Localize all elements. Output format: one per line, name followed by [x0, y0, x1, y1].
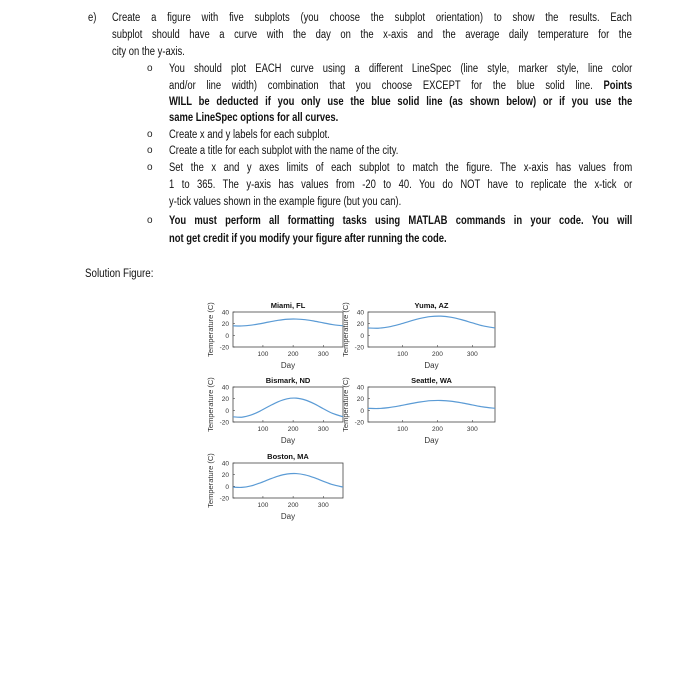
- x-tick-label: 300: [317, 502, 329, 509]
- subplot-title: Bismark, ND: [265, 376, 311, 385]
- bullet-icon: o: [147, 162, 153, 173]
- x-axis-label: Day: [424, 436, 439, 445]
- bullet-text: and/or line width) combination that you choose EXCEPT for the blue solid line.: [169, 80, 604, 92]
- x-tick-label: 200: [432, 351, 443, 358]
- x-axis-label: Day: [424, 361, 439, 370]
- bullet-line: same LineSpec options for all curves.: [169, 112, 339, 124]
- solution-figure-label: Solution Figure:: [85, 268, 154, 280]
- y-tick-label: 0: [225, 407, 229, 415]
- x-tick-label: 200: [287, 426, 299, 433]
- y-axis-label: Temperature (C): [206, 302, 215, 357]
- bullet-line: not get credit if you modify your figure after running the code.: [169, 233, 447, 245]
- subplot-miami-fl: [206, 301, 343, 370]
- x-axis-label: Day: [280, 361, 296, 370]
- x-tick-label: 300: [317, 351, 329, 358]
- y-tick-label: 0: [360, 332, 364, 340]
- y-tick-label: 40: [221, 384, 229, 392]
- x-tick-label: 200: [287, 351, 299, 358]
- x-tick-label: 200: [287, 502, 299, 509]
- y-tick-label: 0: [225, 483, 229, 491]
- bullet-line: y-tick values shown in the example figure (but you can).: [169, 196, 402, 208]
- y-tick-label: -20: [219, 495, 229, 503]
- y-axis-label: Temperature (C): [341, 302, 350, 357]
- y-tick-label: 40: [356, 384, 364, 392]
- bullet-icon: o: [147, 145, 153, 156]
- y-tick-label: 40: [356, 309, 364, 317]
- subplot-title: Seattle, WA: [411, 376, 452, 385]
- y-axis-label: Temperature (C): [206, 453, 215, 508]
- axes-box: [233, 387, 343, 422]
- bullet-text-bold: Points: [603, 80, 633, 92]
- bullet-icon: o: [147, 63, 153, 74]
- bullet-line: You should plot EACH curve using a different LineSpec (line style, marker style, line color: [169, 63, 633, 75]
- y-tick-label: 20: [356, 321, 364, 329]
- y-tick-label: 20: [221, 321, 229, 329]
- x-tick-label: 100: [257, 502, 269, 509]
- x-tick-label: 100: [257, 426, 269, 433]
- bullet-line: Set the x and y axes limits of each subplot to match the figure. The x-axis has values from: [169, 162, 633, 174]
- y-tick-label: -20: [354, 419, 364, 427]
- question-line: Create a figure with five subplots (you choose the subplot orientation) to show the results. Each: [112, 12, 632, 24]
- x-tick-label: 100: [397, 426, 408, 433]
- axes-box: [233, 463, 343, 498]
- bullet-icon: o: [147, 129, 153, 140]
- x-tick-label: 300: [466, 426, 478, 433]
- question-line: city on the y-axis.: [112, 46, 185, 58]
- y-axis-label: Temperature (C): [206, 377, 215, 432]
- question-line: subplot should have a curve with the day on the x-axis and the average daily temperature for the: [112, 29, 632, 41]
- x-tick-label: 100: [397, 351, 408, 358]
- y-tick-label: 0: [225, 332, 229, 340]
- subplot-bismark-nd: [206, 376, 343, 445]
- x-tick-label: 100: [257, 351, 269, 358]
- question-label: e): [88, 12, 97, 24]
- bullet-line: 1 to 365. The y-axis has values from -20 to 40. You do NOT have to replicate the x-tick or: [169, 179, 633, 191]
- y-tick-label: -20: [354, 344, 364, 352]
- subplot-title: Yuma, AZ: [414, 301, 449, 310]
- x-axis-label: Day: [280, 512, 296, 521]
- axes-box: [233, 312, 343, 347]
- y-tick-label: 0: [360, 407, 364, 415]
- y-tick-label: 40: [221, 309, 229, 317]
- subplot-title: Boston, MA: [267, 452, 309, 461]
- x-tick-label: 300: [317, 426, 329, 433]
- bullet-line: Create a title for each subplot with the name of the city.: [169, 145, 399, 157]
- y-tick-label: 20: [221, 396, 229, 404]
- subplot-title: Miami, FL: [270, 301, 306, 310]
- x-tick-label: 200: [432, 426, 443, 433]
- bullet-icon: o: [147, 215, 153, 226]
- axes-box: [368, 312, 495, 347]
- x-axis-label: Day: [280, 436, 296, 445]
- subplot-boston-ma: [206, 452, 343, 521]
- y-tick-label: 20: [221, 472, 229, 480]
- bullet-line: WILL be deducted if you only use the blue solid line (as shown below) or if you use the: [169, 96, 633, 108]
- y-tick-label: 20: [356, 396, 364, 404]
- subplot-yuma-az: [341, 301, 495, 370]
- axes-box: [368, 387, 495, 422]
- y-axis-label: Temperature (C): [341, 377, 350, 432]
- y-tick-label: -20: [219, 419, 229, 427]
- bullet-line: You must perform all formatting tasks using MATLAB commands in your code. You will: [169, 215, 633, 227]
- bullet-line: Create x and y labels for each subplot.: [169, 129, 330, 141]
- subplot-seattle-wa: [341, 376, 495, 445]
- y-tick-label: 40: [221, 460, 229, 468]
- x-tick-label: 300: [466, 351, 478, 358]
- y-tick-label: -20: [219, 344, 229, 352]
